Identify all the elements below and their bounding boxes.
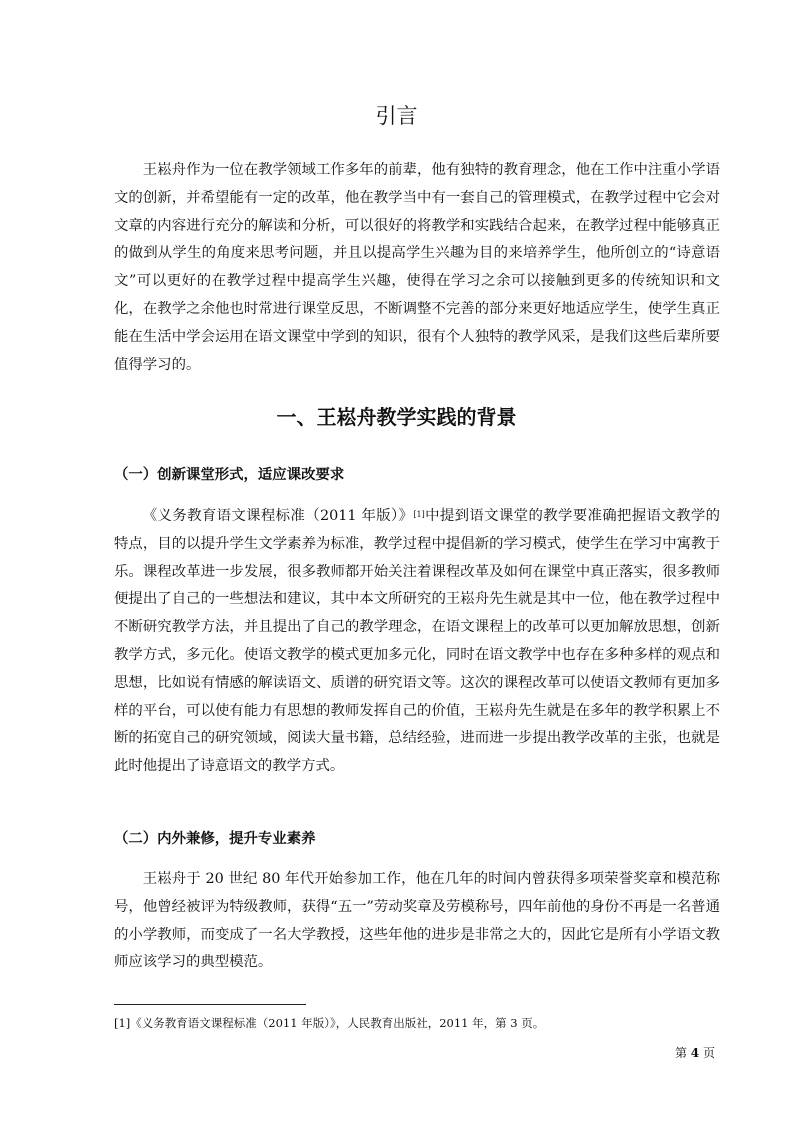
footnote-text: [1]《义务教育语文课程标准（2011 年版）》，人民教育出版社，2011 年，第 3 页。 xyxy=(114,1016,545,1030)
section1-body: 中提到语文课堂的教学要准确把握语文教学的特点，目的以提升学生文学素养为标准，教学过程中提倡新的学习模式，使学生在学习中寓教于乐。课程改革进一步发展，很多教师都开始关注着课程改革及如何在课堂中真正落实，很多教师便提出了自己的一些想法和建议，其中本文所研究的王崧舟先生就是其中一位，他在教学过程中不断研究教学方法，并且提出了自己的教学理念，在语文课程上的改革可以更加解放思想，创新教学方式，多元化。使语文教学的模式更加多元化，同时在语文教学中也存在多种多样的观点和思想，比如说有情感的解读语文、质谱的研究语文等。这次的课程改革可以使语文教师有更加多样的平台，可以使有能力有思想的教师发挥自己的价值，王崧舟先生就是在多年的教学积累上不断的拓宽自己的研究领域，阅读大量书籍，总结经验，进而进一步提出教学改革的主张，也就是此时他提出了诗意语文的教学方式。 xyxy=(114,508,720,775)
page-number-value: 4 xyxy=(690,1046,700,1060)
section1-lead: 《义务教育语文课程标准（2011 年版）》 xyxy=(142,508,414,524)
intro-title: 引言 xyxy=(375,104,418,128)
section2-paragraph: 王崧舟于 20 世纪 80 年代开始参加工作，他在几年的时间内曾获得多项荣誉奖章和模范称号，他曾经被评为特级教师，获得“五一”劳动奖章及劳模称号，四年前他的身份不再是一名普通的小学教师，而变成了一名大学教授，这些年他的进步是非常之大的，因此它是所有小学语文教师应该学习的典型模范。 xyxy=(114,871,720,971)
section2-heading: （二）内外兼修，提升专业素养 xyxy=(114,831,316,847)
chapter-title: 一、王崧舟教学实践的背景 xyxy=(276,405,517,429)
intro-paragraph: 王崧舟作为一位在教学领域工作多年的前辈，他有独特的教育理念，他在工作中注重小学语文的创新，并希望能有一定的改革，他在教学当中有一套自己的管理模式，在教学过程中它会对文章的内容进行充分的解读和分析，可以很好的将教学和实践结合起来，在教学过程中能够真正的做到从学生的角度来思考问题，并且以提高学生兴趣为目的来培养学生，他所创立的“诗意语文”可以更好的在教学过程中提高学生兴趣，使得在学习之余可以接触到更多的传统知识和文化，在教学之余他也时常进行课堂反思，不断调整不完善的部分来更好地适应学生，使学生真正能在生活中学会运用在语文课堂中学到的知识，很有个人独特的教学风采，是我们这些后辈所要值得学习的。 xyxy=(114,162,720,373)
page-number xyxy=(675,1044,715,1062)
footnote-divider xyxy=(114,1004,306,1005)
page-number-suffix: 页 xyxy=(702,1046,715,1060)
section1-heading: （一）创新课堂形式，适应课改要求 xyxy=(114,467,345,483)
section1-paragraph xyxy=(114,503,720,781)
page-number-prefix: 第 xyxy=(674,1046,687,1060)
footnote-ref[interactable]: [1] xyxy=(413,510,425,519)
